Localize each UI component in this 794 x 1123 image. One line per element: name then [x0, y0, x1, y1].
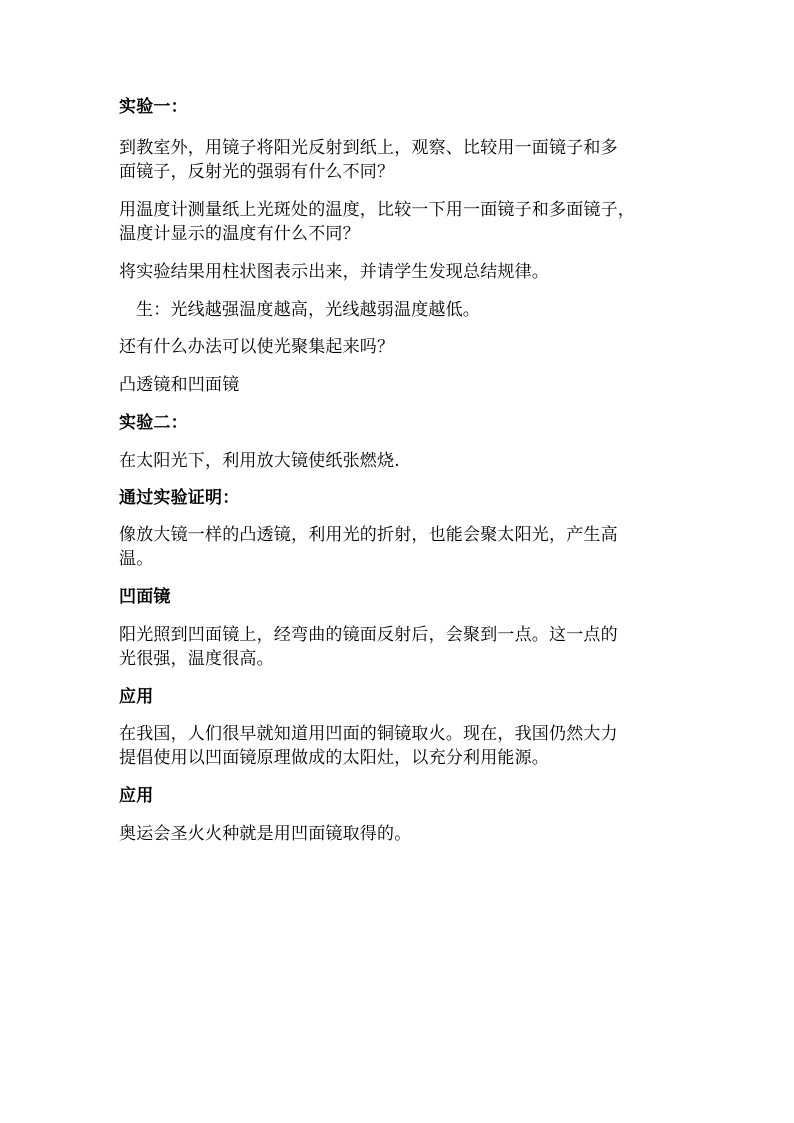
heading-experiment-two: 实验二： — [119, 413, 188, 433]
paragraph-olympic-flame: 奥运会圣火火种就是用凹面镜取得的。 — [119, 824, 412, 844]
paragraph-bar-chart: 将实验结果用柱状图表示出来，并请学生发现总结规律。 — [119, 262, 549, 282]
paragraph-concave-mirror-line-1: 阳光照到凹面镜上，经弯曲的镜面反射后，会聚到一点。这一点的 — [119, 625, 618, 645]
paragraph-thermometer-line-1: 用温度计测量纸上光斑处的温度，比较一下用一面镜子和多面镜子， — [119, 200, 635, 220]
heading-experiment-one: 实验一： — [119, 97, 188, 117]
paragraph-lens-and-mirror: 凸透镜和凹面镜 — [119, 375, 240, 395]
paragraph-convex-lens-line-2: 温。 — [119, 549, 154, 569]
paragraph-mirror-reflection-line-2: 面镜子，反射光的强弱有什么不同？ — [119, 162, 395, 182]
paragraph-concave-mirror-line-2: 光很强，温度很高。 — [119, 649, 274, 669]
heading-application-two: 应用 — [119, 786, 154, 806]
paragraph-mirror-reflection-line-1: 到教室外，用镜子将阳光反射到纸上，观察、比较用一面镜子和多 — [119, 138, 618, 158]
paragraph-solar-cooker-line-1: 在我国，人们很早就知道用凹面的铜镜取火。现在，我国仍然大力 — [119, 724, 618, 744]
paragraph-question: 还有什么办法可以使光聚集起来吗？ — [119, 337, 395, 357]
heading-concave-mirror: 凹面镜 — [119, 587, 171, 607]
paragraph-student-answer: 生：光线越强温度越高，光线越弱温度越低。 — [136, 300, 480, 320]
heading-proof: 通过实验证明： — [119, 488, 240, 508]
paragraph-solar-cooker-line-2: 提倡使用以凹面镜原理做成的太阳灶，以充分利用能源。 — [119, 748, 549, 768]
paragraph-magnifier: 在太阳光下，利用放大镜使纸张燃烧. — [119, 451, 400, 471]
heading-application-one: 应用 — [119, 687, 154, 707]
paragraph-thermometer-line-2: 温度计显示的温度有什么不同？ — [119, 224, 360, 244]
paragraph-convex-lens-line-1: 像放大镜一样的凸透镜，利用光的折射，也能会聚太阳光，产生高 — [119, 525, 618, 545]
